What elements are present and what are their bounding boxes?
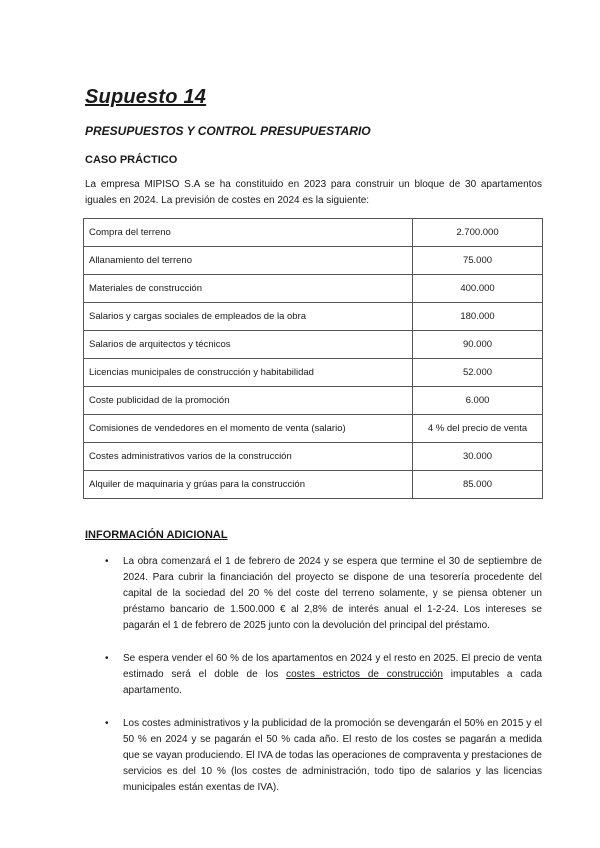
info-item-text: La obra comenzará el 1 de febrero de 2024 y se espera que termine el 30 de septiembre de 2024. Para cubrir la financiación del proyecto se dispone de una tesorería procedente del capital de la sociedad del 20 % del coste del terreno solamente, y se piensa obtener un préstamo bancario de 1.500.000 € al 2,8% de interés anual el 1-2-24. Los intereses se pagarán el 1 de febrero de 2025 junto con la devolución del principal del préstamo. [123,556,542,631]
cost-concept-cell: Materiales de construcción [84,275,413,303]
info-item-text [123,653,542,696]
table-row [84,471,543,499]
list-item [105,716,542,796]
cost-amount-cell: 400.000 [413,275,543,303]
cost-forecast-table [83,218,543,499]
cost-concept-cell: Licencias municipales de construcción y habitabilidad [84,359,413,387]
cost-amount-cell: 4 % del precio de venta [413,415,543,443]
additional-info-heading: INFORMACIÓN ADICIONAL [85,529,228,541]
page-title: Supuesto 14 [85,86,207,108]
bullet-icon: • [105,653,109,664]
cost-concept-cell: Comisiones de vendedores en el momento de venta (salario) [84,415,413,443]
cost-amount-cell: 6.000 [413,387,543,415]
bullet-icon: • [105,556,109,567]
table-row [84,219,543,247]
case-section-title: CASO PRÁCTICO [85,154,178,166]
cost-concept-cell: Salarios de arquitectos y técnicos [84,331,413,359]
table-row [84,387,543,415]
cost-amount-cell: 30.000 [413,443,543,471]
bullet-icon: • [105,718,109,729]
table-row [84,247,543,275]
info-item-text: Los costes administrativos y la publicidad de la promoción se devengarán el 50% en 2015 y el 50 % en 2024 y se pagarán el 50 % cada año. El resto de los costes se pagarán a medida que se vayan produciendo. El IVA de todas las operaciones de compraventa y prestaciones de servicios es del 10 % (los costes de administración, todo tipo de salarios y las licencias municipales están exentas de IVA). [123,718,542,793]
cost-concept-cell: Alquiler de maquinaria y grúas para la construcción [84,471,413,499]
info-item-text-part: Se espera vender el 60 % de los apartamentos en 2024 y el resto en 2025. El precio de venta estimado será el doble de los [123,653,542,680]
cost-amount-cell: 180.000 [413,303,543,331]
cost-amount-cell: 52.000 [413,359,543,387]
list-item [105,554,542,634]
cost-concept-cell: Coste publicidad de la promoción [84,387,413,415]
cost-concept-cell: Salarios y cargas sociales de empleados de la obra [84,303,413,331]
document-subtitle: PRESUPUESTOS Y CONTROL PRESUPUESTARIO [85,124,371,138]
cost-concept-cell: Allanamiento del terreno [84,247,413,275]
intro-paragraph: La empresa MIPISO S.A se ha constituido en 2023 para construir un bloque de 30 apartamentos iguales en 2024. La previsión de costes en 2024 es la siguiente: [85,179,542,206]
underlined-phrase: costes estrictos de construcción [286,669,443,680]
table-row [84,275,543,303]
cost-amount-cell: 90.000 [413,331,543,359]
cost-concept-cell: Compra del terreno [84,219,413,247]
table-row [84,331,543,359]
cost-concept-cell: Costes administrativos varios de la construcción [84,443,413,471]
cost-amount-cell: 75.000 [413,247,543,275]
cost-amount-cell: 85.000 [413,471,543,499]
cost-amount-cell: 2.700.000 [413,219,543,247]
additional-info-list [105,554,542,813]
list-item [105,651,542,699]
table-row [84,303,543,331]
table-row [84,443,543,471]
table-row [84,359,543,387]
info-item-text-part: imputables a cada apartamento. [123,669,542,696]
table-row [84,415,543,443]
